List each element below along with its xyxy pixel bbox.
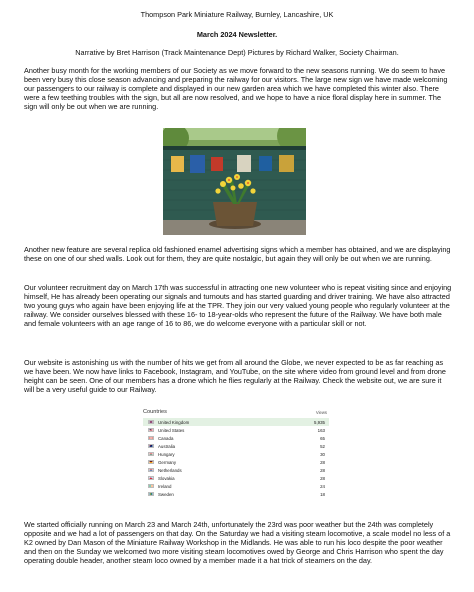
- paragraph-website: Our website is astonishing us with the number of hits we get from all around the Globe, we never expected to be as far reaching as we have been. We now have links to Facebook, Instagram, and YouTube, on the site where video from ground level and from drone height can be seen. One of our members has a drone which he flies regularly at the Railway. Check the website out, we are sure it will be a very useful guide to our Railway.: [24, 358, 446, 395]
- slovakia-flag-icon: [148, 476, 154, 480]
- garden-sign-illustration: [163, 128, 306, 235]
- country-views: 28: [320, 459, 325, 465]
- hungary-flag-icon: [148, 452, 154, 456]
- country-views-table: [140, 406, 333, 506]
- country-name: Sweden: [158, 491, 174, 497]
- country-views: 28: [320, 467, 325, 473]
- sweden-flag-icon: [148, 492, 154, 496]
- table-row: [143, 442, 329, 450]
- newsletter-title: March 2024 Newsletter.: [196, 30, 278, 39]
- paragraph-enamel-signs: Another new feature are several replica old fashioned enamel advertising signs which a member has obtained, and we are displaying these on one of our shed walls. Look out for them, they are quite nostalgic, but again they will only be out when we are running.: [24, 245, 451, 264]
- uk-flag-icon: [148, 420, 154, 424]
- canada-flag-icon: [148, 436, 154, 440]
- railway-name-heading: Thompson Park Miniature Railway, Burnley, Lancashire, UK: [140, 10, 334, 19]
- table-row: [143, 490, 329, 498]
- country-name: Australia: [158, 443, 176, 449]
- country-views: 18: [320, 491, 325, 497]
- germany-flag-icon: [148, 460, 154, 464]
- country-views: 52: [320, 443, 325, 449]
- paragraph-welcome-sign: Another busy month for the working members of our Society as we move forward to the new seasons running. We do seem to have been very busy this close season advancing and preparing the railway for our visitors. The large new sign we have made welcoming our passengers to our railway is complete and displayed in our new garden area which we have completed this winter also. There were a few teething troubles with the sign, but all are now resolved, and we hope to have a nice floral display here in summer. The sign will only be out when we are running.: [24, 66, 448, 112]
- country-views: 24: [320, 483, 325, 489]
- table-row: [143, 450, 329, 458]
- country-views: 163: [317, 427, 325, 433]
- views-column-header: Views: [315, 410, 327, 415]
- country-views: 65: [320, 435, 325, 441]
- table-row: [143, 466, 329, 474]
- country-name: Slovakia: [158, 475, 175, 481]
- table-row: [143, 426, 329, 434]
- paragraph-running-days: We started officially running on March 23 and March 24th, unfortunately the 23rd was poor weather but the 24th was completely opposite and we had a lot of passengers on that day. On the Saturday we had a visiting steam locomotive, a scale model no less of a K2 owned by Dan Mason of the Miniature Railway Workshop in the Midlands. He was able to run his loco despite the poor weather and then on the Sunday we welcomed two more visiting steam locomotives owed by George and Chris Harrison who spent the day operating double header, another steam loco owned by a member made it a hat trick of steamers on the day.: [24, 520, 451, 566]
- country-name: Netherlands: [158, 467, 182, 473]
- byline: Narrative by Bret Harrison (Track Maintenance Dept) Pictures by Richard Walker, Society Chairman.: [75, 48, 399, 57]
- netherlands-flag-icon: [148, 468, 154, 472]
- table-row: [143, 474, 329, 482]
- country-name: United Kingdom: [158, 419, 190, 425]
- table-row: [143, 482, 329, 490]
- country-name: United States: [158, 427, 185, 433]
- country-name: Ireland: [158, 483, 172, 489]
- country-views: 5,935: [314, 419, 325, 425]
- countries-heading: Countries: [143, 409, 167, 415]
- country-views: 28: [320, 475, 325, 481]
- country-name: Canada: [158, 435, 174, 441]
- us-flag-icon: [148, 428, 154, 432]
- table-row: [143, 458, 329, 466]
- ireland-flag-icon: [148, 484, 154, 488]
- country-name: Hungary: [158, 451, 175, 457]
- country-name: Germany: [158, 459, 177, 465]
- country-views: 30: [320, 451, 325, 457]
- australia-flag-icon: [148, 444, 154, 448]
- table-row: [143, 418, 329, 426]
- garden-sign-photo: [163, 128, 306, 235]
- table-row: [143, 434, 329, 442]
- paragraph-volunteers: Our volunteer recruitment day on March 17th was successful in attracting one new volunteer who is repeat visiting since and enjoying himself, He has already been operating our signals and turnouts and has started guarding and driver training. We have also attracted two young guys who again have been enjoying life at the TPR. They join our very valued young people who regularly volunteer at the railway. We consider ourselves blessed with these 16- to 18-year-olds who represent the future of the Railway. We have both male and female volunteers with an age range of 16 to 86, we do welcome everyone with a particular skill or not.: [24, 283, 452, 329]
